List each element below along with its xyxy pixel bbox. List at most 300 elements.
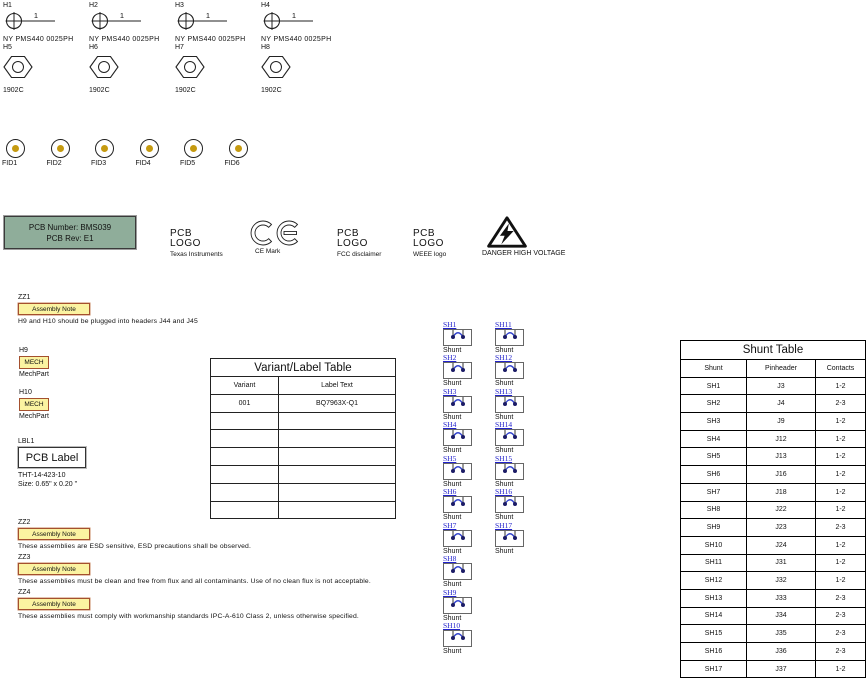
logo-caption: WEEE logo (413, 251, 447, 258)
shunt-column-left (443, 321, 472, 655)
contacts-cell: 1-2 (816, 501, 866, 519)
shunt-ref-link[interactable]: SH5 (443, 453, 457, 463)
high-voltage-icon (486, 215, 528, 249)
pcb-label-part (18, 438, 86, 488)
pcb-number-box (4, 216, 136, 249)
shunt-cell: SH5 (681, 448, 747, 466)
shunt-part (495, 455, 524, 488)
shunt-ref-link[interactable]: SH10 (443, 620, 461, 630)
shunt-symbol-icon (446, 397, 470, 409)
hex-nut-icon (3, 54, 33, 80)
refdes-label: H7 (175, 44, 184, 51)
shunt-ref-link[interactable]: SH11 (495, 320, 512, 329)
mech-nut-part (261, 44, 347, 94)
label-text-cell (279, 448, 396, 466)
shunt-symbol (443, 396, 472, 413)
shunt-cell: SH1 (681, 377, 747, 395)
ce-mark-icon (250, 220, 302, 248)
screw-icon (89, 10, 145, 30)
screw-icon (175, 10, 231, 30)
logo-line: LOGO (337, 238, 368, 249)
mech-nut-part (3, 44, 89, 94)
shunt-part (443, 522, 472, 555)
shunt-table-body (681, 377, 866, 678)
refdes-label: H9 (19, 347, 28, 354)
variant-cell (211, 501, 279, 519)
refdes-label: H8 (261, 44, 270, 51)
hex-nut-icon (175, 54, 205, 80)
refdes-label: H2 (89, 2, 98, 9)
mech-badge: MECH (19, 356, 49, 369)
variant-header: Variant (211, 377, 279, 395)
shunt-table-header-row (681, 360, 866, 378)
pin-number: 1 (33, 11, 39, 20)
shunt-cell: SH9 (681, 519, 747, 537)
contacts-cell: 1-2 (816, 572, 866, 590)
variant-label-table (210, 358, 396, 519)
shunt-symbol (495, 496, 524, 513)
shunt-caption: Shunt (443, 647, 462, 655)
pcb-label-box: PCB Label (18, 447, 86, 468)
shunt-table-row (681, 554, 866, 572)
shunt-part (495, 488, 524, 521)
shunt-ref-link[interactable]: SH7 (443, 520, 457, 530)
pinheader-cell: J37 (747, 660, 816, 678)
pinheader-cell: J13 (747, 448, 816, 466)
contacts-cell: 1-2 (816, 466, 866, 484)
shunt-symbol-icon (498, 330, 522, 342)
screw-parts-row (3, 2, 347, 43)
contacts-cell: 2-3 (816, 519, 866, 537)
fiducial-dot (190, 145, 197, 152)
pinheader-cell: J35 (747, 625, 816, 643)
assembly-note-badge: Assembly Note (18, 563, 90, 575)
shunt-symbol-icon (446, 363, 470, 375)
shunt-table-title-row (681, 341, 866, 360)
logo-line: PCB (413, 228, 436, 239)
contacts-cell: 1-2 (816, 448, 866, 466)
variant-table-header-row (211, 377, 396, 395)
pinheader-cell: J18 (747, 483, 816, 501)
shunt-caption: Shunt (495, 480, 514, 488)
refdes-label: H4 (261, 2, 270, 9)
shunt-part (443, 321, 472, 354)
shunt-part (443, 354, 472, 387)
fiducial-label: FID3 (91, 160, 107, 167)
pinheader-cell: J31 (747, 554, 816, 572)
shunt-symbol (443, 329, 472, 346)
contacts-cell: 2-3 (816, 607, 866, 625)
fiducial (91, 139, 136, 167)
contacts-cell: 1-2 (816, 660, 866, 678)
shunt-ref-link[interactable]: SH4 (443, 420, 457, 430)
fiducial (2, 139, 47, 167)
shunt-table (680, 340, 866, 678)
label-text-cell (279, 501, 396, 519)
fiducial-dot (101, 145, 108, 152)
shunt-part (443, 388, 472, 421)
shunt-ref-link[interactable]: SH3 (443, 386, 457, 396)
part-number: 1902C (3, 87, 24, 94)
shunt-table-row (681, 519, 866, 537)
fiducial-icon (95, 139, 114, 158)
variant-table-row (211, 394, 396, 412)
note-text: These assemblies must comply with workmanship standards IPC-A-610 Class 2, unless otherwise specified. (18, 613, 359, 620)
shunt-ref-link[interactable]: SH15 (495, 453, 513, 463)
nut-parts-row (3, 44, 347, 94)
hex-nut-icon (89, 54, 119, 80)
pinheader-cell: J24 (747, 536, 816, 554)
shunt-table-row (681, 413, 866, 431)
mech-screw-part (175, 2, 261, 43)
contacts-cell: 1-2 (816, 413, 866, 431)
fiducial (136, 139, 181, 167)
shunt-ref-link[interactable]: SH12 (495, 353, 513, 363)
shunt-caption: Shunt (443, 547, 462, 555)
pinheader-cell: J32 (747, 572, 816, 590)
shunt-table-row (681, 643, 866, 661)
fcc-logo-placeholder (337, 229, 381, 258)
shunt-caption: Shunt (495, 413, 514, 421)
shunt-caption: Shunt (443, 514, 462, 522)
mech-caption: MechPart (19, 413, 49, 420)
logo-caption: Texas Instruments (170, 251, 223, 258)
shunt-caption: Shunt (443, 480, 462, 488)
shunt-cell: SH16 (681, 643, 747, 661)
refdes-label: ZZ4 (18, 589, 31, 596)
shunt-ref-link[interactable]: SH9 (443, 587, 457, 597)
shunt-symbol-icon (498, 497, 522, 509)
shunt-table-row (681, 589, 866, 607)
shunt-symbol-icon (498, 363, 522, 375)
part-number: 1902C (175, 87, 196, 94)
pinheader-cell: J36 (747, 643, 816, 661)
shunt-symbol (443, 630, 472, 647)
shunt-table-row (681, 466, 866, 484)
shunt-symbol-icon (446, 464, 470, 476)
shunt-caption: Shunt (495, 447, 514, 455)
variant-table-body (211, 394, 396, 519)
pinheader-cell: J22 (747, 501, 816, 519)
shunt-caption: Shunt (443, 581, 462, 589)
mech-caption: MechPart (19, 371, 49, 378)
fiducial-label: FID2 (46, 160, 62, 167)
shunt-caption: Shunt (443, 380, 462, 388)
shunt-symbol (495, 429, 524, 446)
shunt-ref-link[interactable]: SH16 (495, 487, 513, 497)
logo-line: LOGO (413, 238, 444, 249)
shunt-cell: SH4 (681, 430, 747, 448)
shunt-symbol-icon (498, 464, 522, 476)
pinheader-cell: J34 (747, 607, 816, 625)
pcb-number: PCB Number: BMS039 (28, 222, 112, 232)
assembly-note-zz2 (18, 519, 251, 550)
pinheader-cell: J16 (747, 466, 816, 484)
logo-line: PCB (170, 228, 193, 239)
shunt-part (495, 388, 524, 421)
part-number: NY PMS440 0025PH (261, 36, 332, 43)
shunt-symbol-icon (446, 497, 470, 509)
shunt-cell: SH2 (681, 395, 747, 413)
shunt-table-row (681, 483, 866, 501)
shunt-caption: Shunt (443, 413, 462, 421)
shunt-table-row (681, 395, 866, 413)
shunt-symbol (443, 496, 472, 513)
shunt-caption: Shunt (495, 347, 514, 354)
refdes-label: ZZ1 (18, 294, 31, 301)
shunt-ref-link[interactable]: SH1 (443, 320, 457, 329)
variant-cell (211, 430, 279, 448)
assembly-note-badge: Assembly Note (18, 528, 90, 540)
fiducial-dot (146, 145, 153, 152)
ti-logo-placeholder (170, 229, 223, 258)
shunt-symbol-icon (498, 531, 522, 543)
contacts-cell: 2-3 (816, 589, 866, 607)
refdes-label: H1 (3, 2, 12, 9)
variant-table-row (211, 465, 396, 483)
weee-logo-placeholder (413, 229, 446, 258)
shunt-symbol (443, 530, 472, 547)
shunt-table-row (681, 430, 866, 448)
variant-table-row (211, 412, 396, 430)
shunt-cell: SH17 (681, 660, 747, 678)
fiducial-label: FID5 (180, 160, 196, 167)
shunt-ref-link[interactable]: SH13 (495, 386, 513, 396)
logo-caption: FCC disclaimer (337, 251, 382, 258)
shunt-cell: SH10 (681, 536, 747, 554)
note-text: These assemblies are ESD sensitive, ESD precautions shall be observed. (18, 543, 252, 550)
shunt-symbol (443, 563, 472, 580)
fiducial-dot (235, 145, 242, 152)
fiducial-icon (140, 139, 159, 158)
contacts-cell: 1-2 (816, 536, 866, 554)
refdes-label: ZZ3 (18, 554, 31, 561)
pinheader-cell: J3 (747, 377, 816, 395)
shunt-part (443, 589, 472, 622)
label-text-header: Label Text (279, 377, 396, 395)
fiducial-label: FID6 (224, 160, 240, 167)
shunt-symbol-icon (446, 598, 470, 610)
shunt-symbol-icon (446, 531, 470, 543)
assembly-note-badge: Assembly Note (18, 598, 90, 610)
assembly-note-badge: Assembly Note (18, 303, 90, 315)
pinheader-header: Pinheader (747, 360, 816, 378)
variant-table-title: Variant/Label Table (211, 359, 396, 377)
refdes-label: H5 (3, 44, 12, 51)
shunt-caption: Shunt (495, 514, 514, 522)
shunt-part (495, 421, 524, 454)
contacts-cell: 1-2 (816, 554, 866, 572)
fiducial-dot (57, 145, 64, 152)
shunt-cell: SH14 (681, 607, 747, 625)
contacts-cell: 1-2 (816, 377, 866, 395)
assembly-note-zz3 (18, 554, 371, 585)
part-number: NY PMS440 0025PH (175, 36, 246, 43)
variant-cell (211, 412, 279, 430)
high-voltage-caption: DANGER HIGH VOLTAGE (482, 250, 566, 257)
shunt-ref-link[interactable]: SH17 (495, 520, 513, 530)
shunt-part (443, 421, 472, 454)
shunt-symbol (443, 463, 472, 480)
shunt-table-row (681, 448, 866, 466)
part-number: 1902C (89, 87, 110, 94)
fiducial-icon (229, 139, 248, 158)
shunt-cell: SH7 (681, 483, 747, 501)
shunt-cell: SH12 (681, 572, 747, 590)
shunt-symbol (443, 429, 472, 446)
mech-screw-part (261, 2, 347, 43)
pin-number: 1 (119, 11, 125, 20)
variant-table-title-row (211, 359, 396, 377)
label-part-number: THT-14-423-10 (18, 472, 66, 479)
hex-nut-icon (261, 54, 291, 80)
contacts-header: Contacts (816, 360, 866, 378)
shunt-part (443, 622, 472, 655)
shunt-cell: SH6 (681, 466, 747, 484)
variant-cell (211, 448, 279, 466)
shunt-symbol (495, 530, 524, 547)
label-text-cell: BQ7963X-Q1 (279, 394, 396, 412)
variant-cell: 001 (211, 394, 279, 412)
shunt-symbol-icon (446, 430, 470, 442)
part-number: NY PMS440 0025PH (89, 36, 160, 43)
variant-table-row (211, 501, 396, 519)
fiducial (47, 139, 92, 167)
fiducials-row (2, 139, 269, 167)
mech-badge: MECH (19, 398, 49, 411)
shunt-ref-link[interactable]: SH8 (443, 554, 457, 564)
shunt-table-row (681, 625, 866, 643)
part-number: 1902C (261, 87, 282, 94)
pinheader-cell: J4 (747, 395, 816, 413)
assembly-note-zz4 (18, 589, 359, 620)
shunt-symbol-icon (446, 631, 470, 643)
shunt-symbol (495, 329, 524, 346)
refdes-label: ZZ2 (18, 519, 31, 526)
shunt-symbol-icon (446, 330, 470, 342)
mech-screw-part (89, 2, 175, 43)
part-number: NY PMS440 0025PH (3, 36, 74, 43)
fiducial-icon (6, 139, 25, 158)
shunt-symbol (495, 362, 524, 379)
ce-mark-caption: CE Mark (255, 248, 281, 255)
screw-icon (3, 10, 59, 30)
variant-table-row (211, 430, 396, 448)
note-text: These assemblies must be clean and free from flux and all contaminants. Use of no clean flux is not acceptable. (18, 578, 371, 585)
shunt-cell: SH15 (681, 625, 747, 643)
shunt-symbol (443, 362, 472, 379)
shunt-part (495, 354, 524, 387)
refdes-label: H3 (175, 2, 184, 9)
fiducial-icon (184, 139, 203, 158)
shunt-ref-link[interactable]: SH2 (443, 353, 457, 363)
pcb-rev: PCB Rev: E1 (46, 233, 94, 243)
shunt-header: Shunt (681, 360, 747, 378)
shunt-column-right (495, 321, 524, 555)
shunt-table-row (681, 660, 866, 678)
mech-nut-part (89, 44, 175, 94)
contacts-cell: 2-3 (816, 625, 866, 643)
contacts-cell: 1-2 (816, 483, 866, 501)
shunt-symbol (495, 463, 524, 480)
contacts-cell: 1-2 (816, 430, 866, 448)
refdes-label: H6 (89, 44, 98, 51)
contacts-cell: 2-3 (816, 643, 866, 661)
shunt-caption: Shunt (443, 447, 462, 455)
variant-table-row (211, 448, 396, 466)
label-text-cell (279, 465, 396, 483)
shunt-symbol-icon (446, 564, 470, 576)
variant-cell (211, 465, 279, 483)
note-text: H9 and H10 should be plugged into headers J44 and J45 (18, 318, 198, 325)
shunt-table-title: Shunt Table (681, 341, 866, 360)
screw-icon (261, 10, 317, 30)
pin-number: 1 (291, 11, 297, 20)
shunt-symbol (443, 597, 472, 614)
fiducial (225, 139, 270, 167)
pinheader-cell: J23 (747, 519, 816, 537)
shunt-part (495, 321, 524, 354)
mech-part-h10 (19, 389, 49, 420)
high-voltage-warning (486, 215, 528, 254)
variant-table-row (211, 483, 396, 501)
mech-nut-part (175, 44, 261, 94)
shunt-part (443, 488, 472, 521)
refdes-label: H10 (19, 389, 32, 396)
assembly-note-zz1 (18, 294, 198, 325)
label-text-cell (279, 483, 396, 501)
shunt-table-row (681, 501, 866, 519)
shunt-part (495, 522, 524, 555)
shunt-caption: Shunt (443, 614, 462, 622)
contacts-cell: 2-3 (816, 395, 866, 413)
shunt-table-row (681, 607, 866, 625)
variant-cell (211, 483, 279, 501)
label-text-cell (279, 430, 396, 448)
shunt-ref-link[interactable]: SH14 (495, 420, 513, 430)
pin-number: 1 (205, 11, 211, 20)
logo-line: LOGO (170, 238, 201, 249)
shunt-symbol-icon (498, 397, 522, 409)
fiducial-label: FID1 (2, 160, 18, 167)
shunt-part (443, 555, 472, 588)
mech-part-h9 (19, 347, 49, 378)
pinheader-cell: J33 (747, 589, 816, 607)
label-text-cell (279, 412, 396, 430)
shunt-caption: Shunt (495, 547, 514, 555)
shunt-cell: SH3 (681, 413, 747, 431)
shunt-table-row (681, 572, 866, 590)
shunt-part (443, 455, 472, 488)
fiducial-icon (51, 139, 70, 158)
fiducial (180, 139, 225, 167)
shunt-caption: Shunt (495, 380, 514, 388)
shunt-symbol (495, 396, 524, 413)
shunt-symbol-icon (498, 430, 522, 442)
shunt-table-row (681, 377, 866, 395)
shunt-cell: SH13 (681, 589, 747, 607)
shunt-caption: Shunt (443, 347, 462, 354)
mech-screw-part (3, 2, 89, 43)
shunt-table-row (681, 536, 866, 554)
fiducial-label: FID4 (135, 160, 151, 167)
refdes-label: LBL1 (18, 438, 35, 445)
shunt-ref-link[interactable]: SH6 (443, 487, 457, 497)
fiducial-dot (12, 145, 19, 152)
logo-line: PCB (337, 228, 360, 239)
pinheader-cell: J12 (747, 430, 816, 448)
pinheader-cell: J9 (747, 413, 816, 431)
